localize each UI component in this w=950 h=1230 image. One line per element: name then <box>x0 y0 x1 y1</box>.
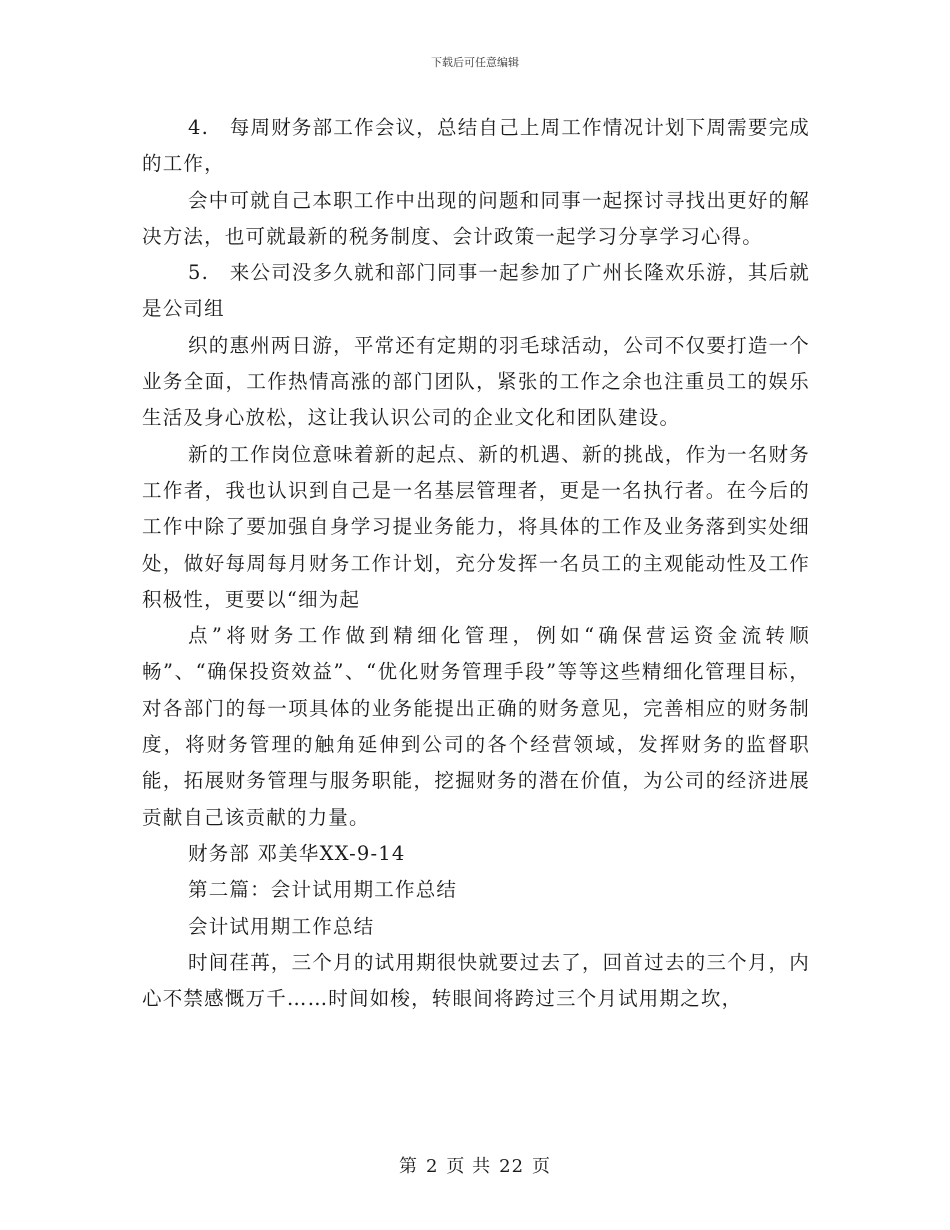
paragraph-3: 5. 来公司没多久就和部门同事一起参加了广州长隆欢乐游，其后就是公司组 <box>142 261 810 321</box>
paragraph-10: 时间荏苒，三个月的试用期很快就要过去了，回首过去的三个月，内心不禁感慨万千……时间如梭，转眼间将跨过三个月试用期之坎， <box>142 950 810 1011</box>
current-page-number: 2 <box>425 1156 439 1177</box>
footer-suffix: 页 <box>532 1156 552 1177</box>
page-footer <box>0 1152 950 1178</box>
footer-middle: 页 共 <box>446 1156 492 1177</box>
paragraph-4: 织的惠州两日游，平常还有定期的羽毛球活动，公司不仅要打造一个业务全面，工作热情高涨的部门团队，紧张的工作之余也注重员工的娱乐生活及身心放松，这让我认识公司的企业文化和团队建设。 <box>142 333 810 430</box>
paragraph-1: 4. 每周财务部工作会议，总结自己上周工作情况计划下周需要完成的工作， <box>142 116 810 176</box>
document-body <box>142 110 810 1017</box>
paragraph-6: 点”将财务工作做到精细化管理，例如“确保营运资金流转顺畅”、“确保投资效益”、“优化财务管理手段”等等这些精细化管理目标，对各部门的每一项具体的业务能提出正确的财务意见，完善相应的财务制度，将财务管理的触角延伸到公司的各个经营领域，发挥财务的监督职能，拓展财务管理与服务职能，挖掘财务的潜在价值，为公司的经济进展贡献自己该贡献的力量。 <box>142 624 810 829</box>
page-header: 下载后可任意编辑 <box>431 56 519 69</box>
section-heading: 第二篇：会计试用期工作总结 <box>188 878 458 902</box>
signature-line: 财务部 邓美华XX-9-14 <box>188 841 406 865</box>
paragraph-5: 新的工作岗位意味着新的起点、新的机遇、新的挑战，作为一名财务工作者，我也认识到自己是一名基层管理者，更是一名执行者。在今后的工作中除了要加强自身学习提业务能力，将具体的工作及业务落到实处细处，做好每周每月财务工作计划，充分发挥一名员工的主观能动性及工作积极性，更要以“细为起 <box>142 442 810 611</box>
total-pages-number: 22 <box>499 1156 525 1177</box>
footer-prefix: 第 <box>398 1156 418 1177</box>
paragraph-2: 会中可就自己本职工作中出现的问题和同事一起探讨寻找出更好的解决方法，也可就最新的税务制度、会计政策一起学习分享学习心得。 <box>142 188 810 248</box>
section-title: 会计试用期工作总结 <box>188 914 375 938</box>
